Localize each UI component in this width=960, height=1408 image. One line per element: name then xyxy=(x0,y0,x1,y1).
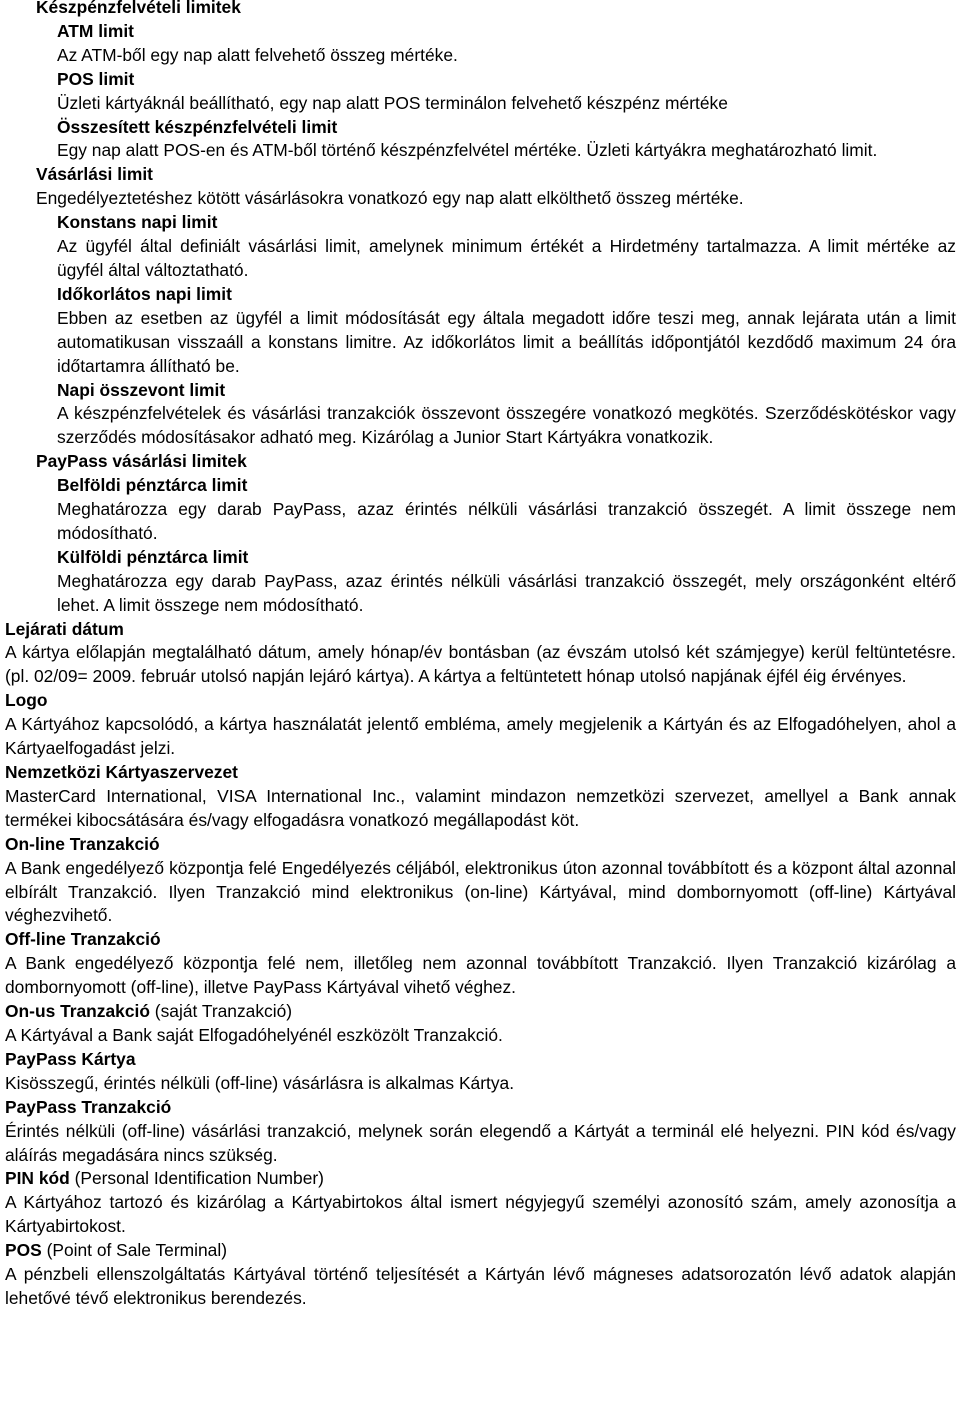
glossary-term-paren: (Point of Sale Terminal) xyxy=(41,1240,227,1261)
glossary-term-label: Lejárati dátum xyxy=(5,618,124,639)
item-term: Külföldi pénztárca limit xyxy=(57,546,249,567)
glossary-term-label: PIN kód xyxy=(5,1168,70,1189)
glossary-term-label: Nemzetközi Kártyaszervezet xyxy=(5,762,238,782)
section-heading: Vásárlási limit xyxy=(36,164,153,185)
glossary-term xyxy=(5,1000,956,1024)
item-term: ATM limit xyxy=(57,20,134,41)
item-text: Az ATM-ből egy nap alatt felvehető összeg mértéke. xyxy=(57,44,458,65)
glossary-term-label: Off-line Tranzakció xyxy=(5,929,161,950)
section-cash-withdrawal-limits xyxy=(0,0,960,20)
item-foreign-wallet-limit xyxy=(0,546,960,618)
section-text: A készpénzfelvételek és vásárlási tranzakciók összevont összegére vonatkozó megkötés. Szerződéskötéskor vagy szerződés módosításakor adható meg. Kizárólag a Junior Start Kártyákra vonatkozik. xyxy=(57,403,956,448)
item-atm-limit xyxy=(0,20,960,68)
glossary-text: A kártya előlapján megtalálható dátum, amely hónap/év bontásban (az évszám utolsó két számjegye) kerül feltüntetésre. (pl. 02/09= 2009. február utolsó napján lejáró kártya). A kártya a feltüntetett hónap utolsó napjának éjfél éig érvényes. xyxy=(5,642,956,687)
item-term: POS limit xyxy=(57,68,135,89)
glossary-term xyxy=(5,1096,956,1120)
section-text: Engedélyeztetéshez kötött vásárlásokra vonatkozó egy nap alatt elkölthető összeg mértéke. xyxy=(36,188,744,209)
glossary-offline-transaction xyxy=(0,928,960,1000)
item-domestic-wallet-limit xyxy=(0,474,960,546)
section-combined-daily-limit xyxy=(0,379,960,451)
glossary-paypass-card xyxy=(0,1048,960,1096)
glossary-text: MasterCard International, VISA International Inc., valamint mindazon nemzetközi szervezet, amellyel a Bank annak termékei kibocsátására és/vagy elfogadásra vonatkozó megállapodást köt. xyxy=(5,785,956,830)
section-heading: Konstans napi limit xyxy=(57,212,218,233)
item-term: Belföldi pénztárca limit xyxy=(57,475,248,496)
glossary-term xyxy=(5,1167,956,1191)
glossary-text: A Kártyával a Bank saját Elfogadóhelyénél eszközölt Tranzakció. xyxy=(5,1024,503,1045)
glossary-text: A Bank engedélyező központja felé Engedélyezés céljából, elektronikus úton azonnal továbbított és a központ által azonnal elbírált Tranzakció. Ilyen Tranzakció mind elektronikus (on-line) Kártyával, mind dombornyomott (off-line) Kártyával véghezvihető. xyxy=(5,857,956,926)
glossary-onus-transaction xyxy=(0,1000,960,1048)
glossary-pin-code xyxy=(0,1167,960,1239)
item-text: Egy nap alatt POS-en és ATM-ből történő készpénzfelvétel mértéke. Üzleti kártyákra meghatározható limit. xyxy=(57,140,878,161)
glossary-term-paren: (saját Tranzakció) xyxy=(149,1001,293,1022)
item-text: Meghatározza egy darab PayPass, azaz érintés nélküli vásárlási tranzakció összegét. A limit összege nem módosítható. xyxy=(57,499,956,543)
glossary-expiry-date xyxy=(0,618,960,690)
glossary-term xyxy=(5,689,956,713)
glossary-term-label: POS xyxy=(5,1240,42,1261)
glossary-term xyxy=(5,761,956,785)
section-purchase-limit xyxy=(0,163,960,211)
glossary-text: Kisösszegű, érintés nélküli (off-line) vásárlásra is alkalmas Kártya. xyxy=(5,1072,515,1093)
section-paypass-limits xyxy=(0,450,960,474)
glossary-term xyxy=(5,833,956,857)
glossary-paypass-transaction xyxy=(0,1096,960,1168)
section-constant-daily-limit xyxy=(0,211,960,283)
glossary-term-label: PayPass Tranzakció xyxy=(5,1096,172,1117)
glossary-text: A pénzbeli ellenszolgáltatás Kártyával történő teljesítését a Kártyán lévő mágneses adatsorozatón lévő adatok alapján lehetővé tévő elektronikus berendezés. xyxy=(5,1264,956,1308)
item-text: Meghatározza egy darab PayPass, azaz érintés nélküli vásárlási tranzakció összegét, mely országonként eltérő lehet. A limit összege nem módosítható. xyxy=(57,570,956,615)
glossary-term-label: Logo xyxy=(5,690,48,711)
item-combined-cash-limit xyxy=(0,116,960,164)
section-heading: Időkorlátos napi limit xyxy=(57,283,232,304)
glossary-logo xyxy=(0,689,960,761)
section-time-limited-daily-limit xyxy=(0,283,960,379)
glossary-text: A Kártyához kapcsolódó, a kártya használatát jelentő embléma, amely megjelenik a Kártyán és az Elfogadóhelyen, ahol a Kártyaelfogadást jelzi. xyxy=(5,714,956,759)
glossary-text: A Kártyához tartozó és kizárólag a Kártyabirtokos által ismert négyjegyű személyi azonosító szám, amely azonosítja a Kártyabirtokost. xyxy=(5,1192,956,1237)
section-text: Az ügyfél által definiált vásárlási limit, amelynek minimum értékét a Hirdetmény tartalmazza. A limit mértéke az ügyfél által változtatható. xyxy=(57,236,956,280)
glossary-term xyxy=(5,928,956,952)
glossary-text: A Bank engedélyező központja felé nem, illetőleg nem azonnal továbbított Tranzakció. Ilyen Tranzakció kizárólag a dombornyomott (off-line), illetve PayPass Kártyával vihető véghez. xyxy=(5,953,956,998)
glossary-term-label: On-line Tranzakció xyxy=(5,833,160,854)
item-text: Üzleti kártyáknál beállítható, egy nap alatt POS terminálon felvehető készpénz mértéke xyxy=(57,92,728,113)
glossary-pos xyxy=(0,1239,960,1311)
glossary-term-paren: (Personal Identification Number) xyxy=(69,1168,324,1189)
section-heading: Napi összevont limit xyxy=(57,379,226,400)
glossary-online-transaction xyxy=(0,833,960,929)
section-heading: PayPass vásárlási limitek xyxy=(36,451,247,472)
glossary-term xyxy=(5,618,956,642)
item-pos-limit xyxy=(0,68,960,116)
section-text: Ebben az esetben az ügyfél a limit módosítását egy általa megadott időre teszi meg, annak lejárata után a limit automatikusan visszaáll a konstans limitre. Az időkorlátos limit a beállítás időpontjától kezdődő maximum 24 óra időtartamra állítható be. xyxy=(57,307,956,376)
glossary-term xyxy=(5,1048,956,1072)
glossary-term-label: PayPass Kártya xyxy=(5,1048,136,1069)
glossary-text: Érintés nélküli (off-line) vásárlási tranzakció, melynek során elegendő a Kártyát a terminál elé helyezni. PIN kód és/vagy aláírás megadására nincs szükség. xyxy=(5,1120,956,1165)
glossary-term xyxy=(5,1239,956,1263)
item-term: Összesített készpénzfelvételi limit xyxy=(57,116,338,137)
glossary-international-card-org xyxy=(0,761,960,833)
glossary-term-label: On-us Tranzakció xyxy=(5,1001,150,1022)
section-heading: Készpénzfelvételi limitek xyxy=(36,0,241,17)
